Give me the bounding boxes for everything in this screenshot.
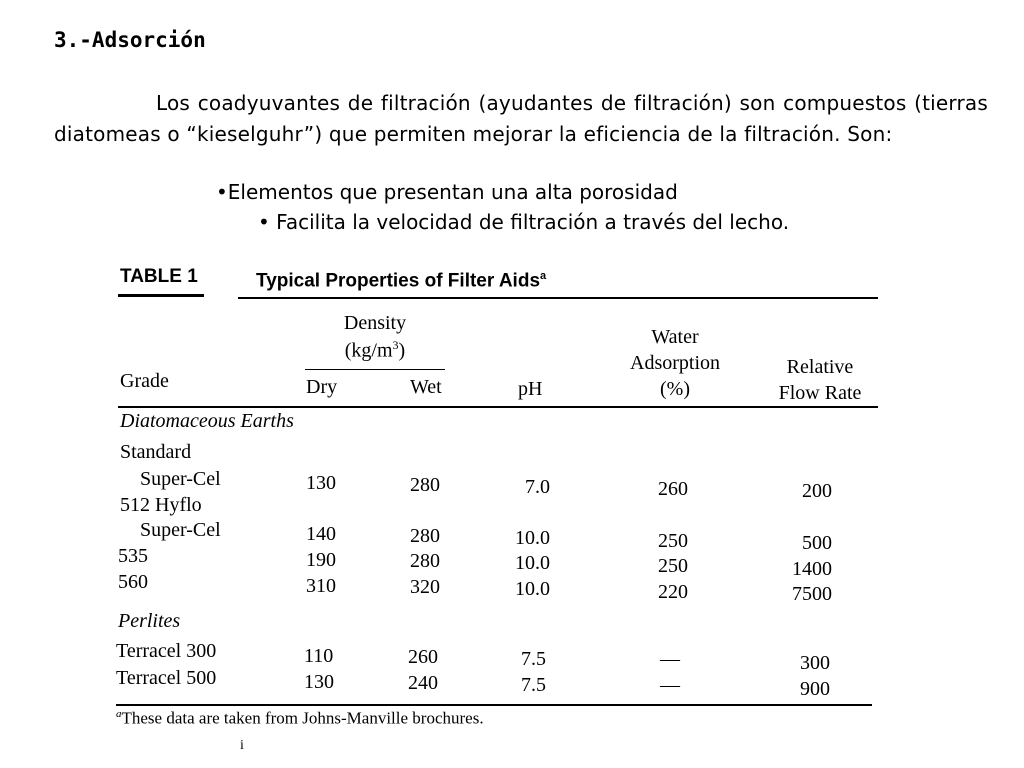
bullet-porosity: •Elementos que presentan una alta porosidad <box>216 180 678 204</box>
cell-dry: 110 <box>304 645 334 667</box>
header-water-1: Water <box>651 326 699 348</box>
cell-ph: 10.0 <box>515 578 550 600</box>
header-water-3: (%) <box>660 378 690 400</box>
cell-water: 250 <box>658 530 688 552</box>
intro-paragraph-text: Los coadyuvantes de filtración (ayudantes de filtración) son compuestos (tierras diatomeas o “kieselguhr”) que permiten mejorar la eficiencia de la filtración. Son: <box>54 91 988 146</box>
header-flow-1: Relative <box>786 356 854 378</box>
cell-ph: 7.5 <box>521 674 546 696</box>
cell-flow: 1400 <box>792 558 832 580</box>
section-heading: 3.-Adsorción <box>54 28 206 52</box>
cell-wet: 240 <box>408 672 438 694</box>
table-label: TABLE 1 <box>120 266 198 287</box>
cell-ph: 7.5 <box>521 648 546 670</box>
header-flow-2: Flow Rate <box>778 382 862 404</box>
cell-water: 220 <box>658 581 688 603</box>
cell-wet: 280 <box>410 550 440 572</box>
cell-ph: 7.0 <box>525 476 550 498</box>
density-unit-sup: 3 <box>392 338 399 352</box>
page-mark: i <box>240 738 244 753</box>
density-unit-text: (kg/m <box>344 339 393 362</box>
table-footnote <box>116 708 484 729</box>
cell-ph: 10.0 <box>515 527 550 549</box>
rule-bottom <box>116 704 872 706</box>
header-density-unit <box>300 338 450 363</box>
cell-dry: 190 <box>306 549 336 571</box>
table-row: Terracel 500 <box>116 667 217 689</box>
cell-wet: 260 <box>408 646 438 668</box>
cell-flow: 500 <box>802 532 832 554</box>
table-title <box>256 270 546 292</box>
cell-dry: 310 <box>306 575 336 597</box>
header-wet: Wet <box>410 376 442 398</box>
group-standard: Standard <box>120 441 192 463</box>
footnote-mark: a <box>116 708 122 720</box>
table-row: Super-Cel <box>140 519 221 541</box>
table-row: Terracel 300 <box>116 640 217 662</box>
table-row: 560 <box>118 571 148 593</box>
table-row: 512 Hyflo <box>120 494 202 516</box>
header-grade: Grade <box>120 370 169 392</box>
cell-flow: 900 <box>800 678 830 700</box>
rule-label <box>118 294 204 297</box>
cell-ph: 10.0 <box>515 552 550 574</box>
cell-wet: 320 <box>410 576 440 598</box>
header-dry: Dry <box>306 376 338 398</box>
header-density: Density <box>343 312 407 334</box>
table-title-mark: a <box>540 270 547 282</box>
footnote-text: These data are taken from Johns-Manville brochures. <box>121 708 484 728</box>
rule-top <box>238 297 878 299</box>
header-ph: pH <box>518 378 543 400</box>
section-perlites: Perlites <box>118 610 181 632</box>
cell-wet: 280 <box>410 525 440 547</box>
table-row: 535 <box>118 545 148 567</box>
cell-dry: 140 <box>306 523 336 545</box>
cell-water: 260 <box>658 478 688 500</box>
table-row: Super-Cel <box>140 468 221 490</box>
cell-flow: 200 <box>802 480 832 502</box>
cell-flow: 7500 <box>792 583 832 605</box>
cell-wet: 280 <box>410 474 440 496</box>
header-water-2: Adsorption <box>630 352 720 374</box>
cell-dry: 130 <box>304 671 334 693</box>
density-unit-close: ) <box>398 339 406 362</box>
cell-dry: 130 <box>306 472 336 494</box>
rule-header <box>118 406 878 408</box>
rule-density <box>305 369 445 370</box>
cell-water: 250 <box>658 555 688 577</box>
cell-water: — <box>660 648 680 670</box>
cell-water: — <box>660 674 680 696</box>
section-diatomaceous: Diatomaceous Earths <box>120 410 294 432</box>
table-title-text: Typical Properties of Filter Aids <box>256 270 541 292</box>
cell-flow: 300 <box>800 652 830 674</box>
bullet-velocity: • Facilita la velocidad de filtración a través del lecho. <box>258 210 790 234</box>
